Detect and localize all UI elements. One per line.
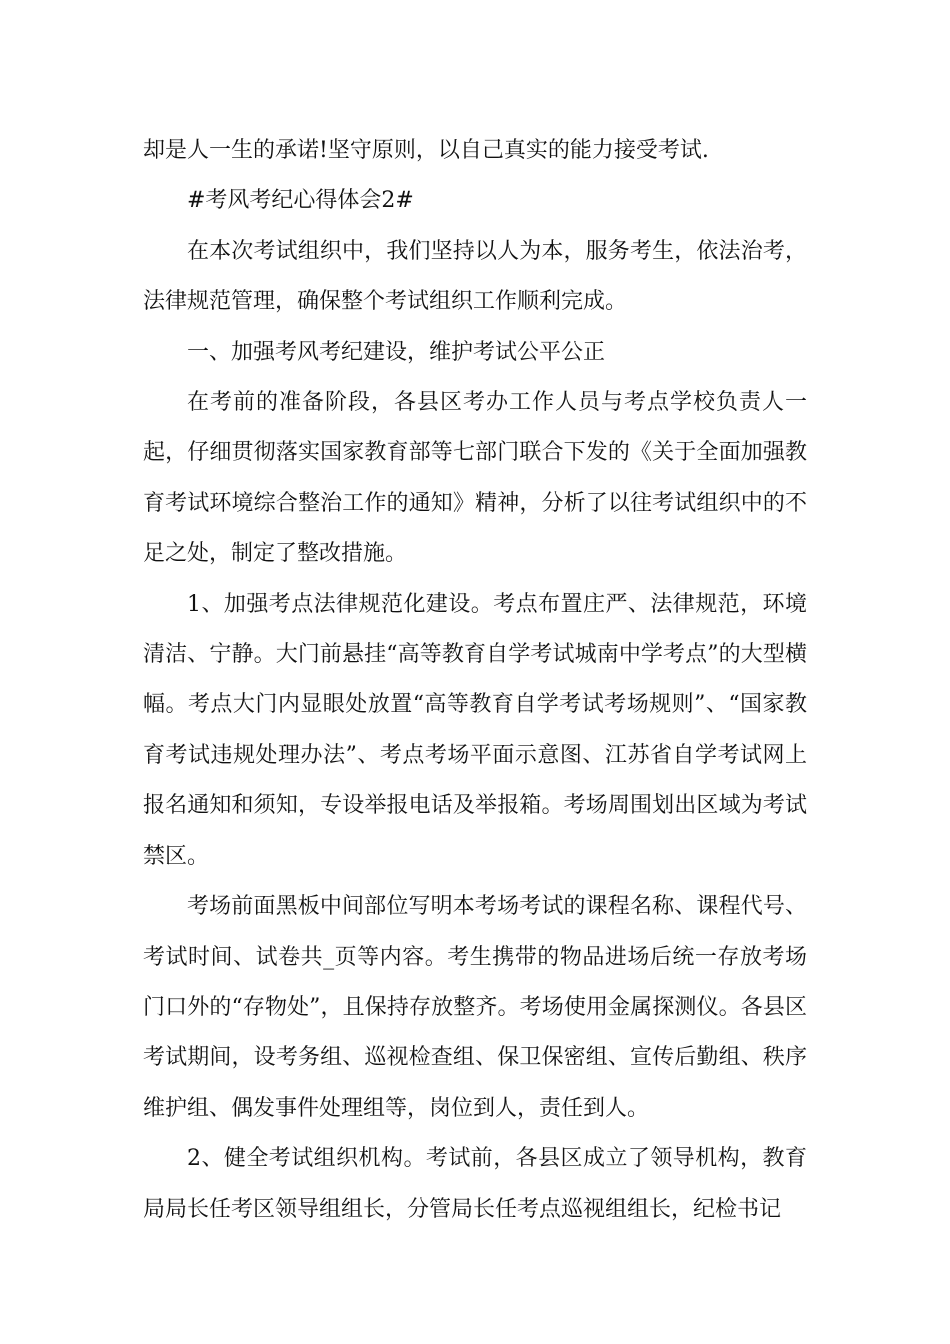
subheading-one: 一、加强考风考纪建设，维护考试公平公正 <box>187 339 606 365</box>
paragraph-item-1: 1、加强考点法律规范化建设。考点布置庄严、法律规范，环境清洁、宁静。大门前悬挂“高等教育自学考试城南中学考点”的大型横幅。考点大门内显眼处放置“高等教育自学考试考场规则”、“国家教育考试违规处理办法”、考点考场平面示意图、江苏省自学考试网上报名通知和须知，专设举报电话及举报箱。考场周围划出区域为考试禁区。 <box>143 591 807 869</box>
paragraph-exam-room: 考场前面黑板中间部位写明本考场考试的课程名称、课程代号、考试时间、试卷共_页等内容。考生携带的物品进场后统一存放考场门口外的“存物处”，且保持存放整齐。考场使用金属探测仪。各县区考试期间，设考务组、巡视检查组、保卫保密组、宣传后勤组、秩序维护组、偶发事件处理组等，岗位到人，责任到人。 <box>143 894 807 1121</box>
document-body <box>143 126 807 1235</box>
paragraph-intro: 在本次考试组织中，我们坚持以人为本，服务考生，依法治考，法律规范管理，确保整个考试组织工作顺利完成。 <box>143 238 807 315</box>
section-heading: #考风考纪心得体会2# <box>187 188 414 214</box>
paragraph-preparation: 在考前的准备阶段，各县区考办工作人员与考点学校负责人一起，仔细贯彻落实国家教育部等七部门联合下发的《关于全面加强教育考试环境综合整治工作的通知》精神，分析了以往考试组织中的不足之处，制定了整改措施。 <box>143 390 807 567</box>
paragraph-continuation: 却是人一生的承诺!坚守原则，以自己真实的能力接受考试. <box>143 138 709 163</box>
paragraph-item-2: 2、健全考试组织机构。考试前，各县区成立了领导机构，教育局局长任考区领导组组长，分管局长任考点巡视组组长，纪检书记 <box>143 1146 807 1222</box>
